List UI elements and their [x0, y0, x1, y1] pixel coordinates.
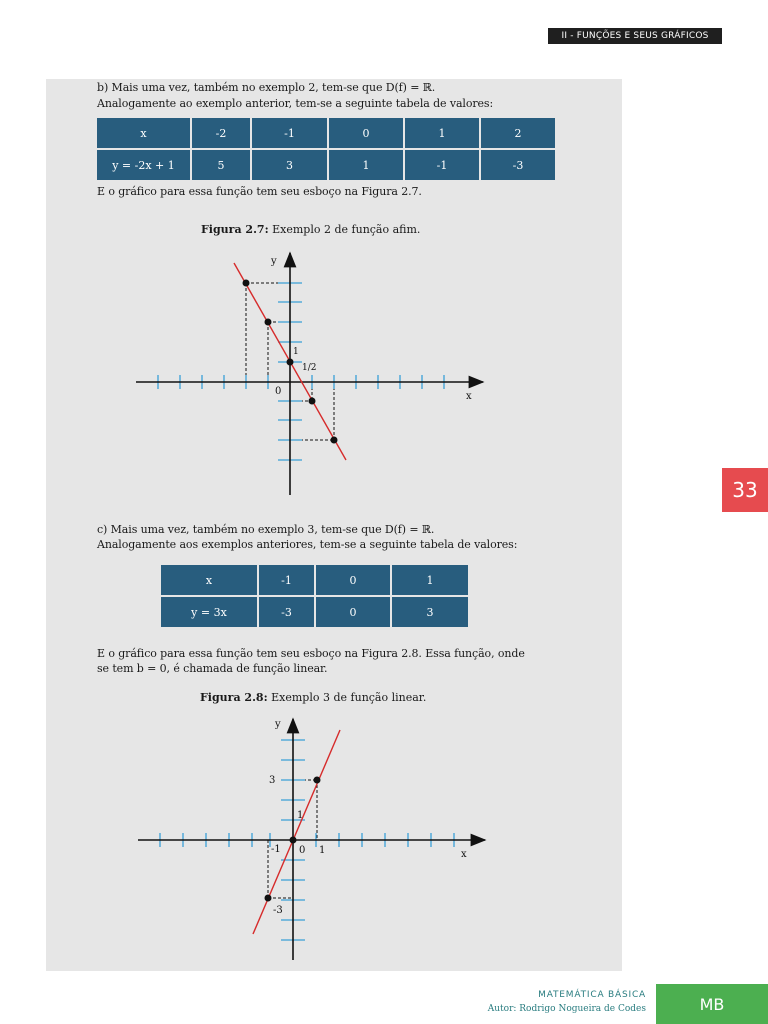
figure-2-7-origin-label: 0	[275, 386, 282, 397]
figure-2-8-caption-label: Figura 2.8:	[200, 691, 268, 704]
figure-2-8-point	[314, 777, 321, 784]
figure-2-7-y-label: y	[271, 256, 277, 267]
section-b-intro-line1: b) Mais uma vez, também no exemplo 2, tem-se que D(f) = ℝ.	[97, 81, 436, 94]
figure-2-8-y1-label: 1	[297, 810, 304, 821]
figure-2-7-caption-label: Figura 2.7:	[201, 223, 269, 236]
figure-2-8-y3-label: 3	[269, 775, 276, 786]
section-c-after-table-line2: se tem b = 0, é chamada de função linear.	[97, 662, 328, 675]
figure-2-8-yneg3-label: -3	[273, 905, 283, 916]
table-b-header-cell: -1	[252, 118, 327, 148]
table-b-value-cell: 1	[329, 150, 403, 180]
figure-2-8-caption-text: Exemplo 3 de função linear.	[267, 691, 427, 704]
figure-2-8-x-label: x	[461, 849, 467, 860]
section-b-intro-line2: Analogamente ao exemplo anterior, tem-se a seguinte tabela de valores:	[97, 97, 494, 110]
table-b-header-cell: 1	[405, 118, 479, 148]
footer-author: Autor: Rodrigo Nogueira de Codes	[487, 1004, 646, 1014]
figure-2-8-xneg1-label: -1	[271, 844, 281, 855]
chapter-header: II - FUNÇÕES E SEUS GRÁFICOS	[548, 28, 722, 44]
figure-2-7-caption-text: Exemplo 2 de função afim.	[268, 223, 421, 236]
section-c-after-table-line1: E o gráfico para essa função tem seu esboço na Figura 2.8. Essa função, onde	[97, 647, 525, 660]
page-number: 33	[722, 468, 768, 512]
table-b-header-cell: 2	[481, 118, 555, 148]
figure-2-8-x1-label: 1	[319, 845, 326, 856]
table-c-value-cell: 0	[316, 597, 390, 627]
table-b-value-cell: 5	[192, 150, 250, 180]
table-b-header-cell: 0	[329, 118, 403, 148]
figure-2-7-root-label: 1/2	[302, 363, 317, 373]
table-c-value-cell: 3	[392, 597, 468, 627]
footer-book-title: MATEMÁTICA BÁSICA	[538, 990, 646, 1000]
table-b-header-cell: -2	[192, 118, 250, 148]
figure-2-8-point	[265, 895, 272, 902]
figure-2-8-origin-label: 0	[299, 845, 306, 856]
figure-2-7-intercept-label: 1	[293, 347, 299, 357]
table-c-header-cell: 0	[316, 565, 390, 595]
table-c-header-cell: -1	[259, 565, 314, 595]
table-c-header-cell: x	[161, 565, 257, 595]
footer-logo: MB	[656, 984, 768, 1024]
table-b-value-cell: -1	[405, 150, 479, 180]
table-b-value-cell: 3	[252, 150, 327, 180]
table-c-value-cell: y = 3x	[161, 597, 257, 627]
figure-2-8-y-label: y	[275, 719, 281, 730]
figure-2-8-point	[290, 837, 297, 844]
table-b-header-cell: x	[97, 118, 190, 148]
section-b-after-table: E o gráfico para essa função tem seu esboço na Figura 2.7.	[97, 185, 422, 198]
figure-2-7-x-label: x	[466, 391, 472, 402]
table-c-header-cell: 1	[392, 565, 468, 595]
table-b-value-cell: y = -2x + 1	[97, 150, 190, 180]
table-b-value-cell: -3	[481, 150, 555, 180]
section-c-intro-line1: c) Mais uma vez, também no exemplo 3, tem-se que D(f) = ℝ.	[97, 523, 435, 536]
section-c-intro-line2: Analogamente aos exemplos anteriores, tem-se a seguinte tabela de valores:	[97, 538, 518, 551]
table-c-value-cell: -3	[259, 597, 314, 627]
